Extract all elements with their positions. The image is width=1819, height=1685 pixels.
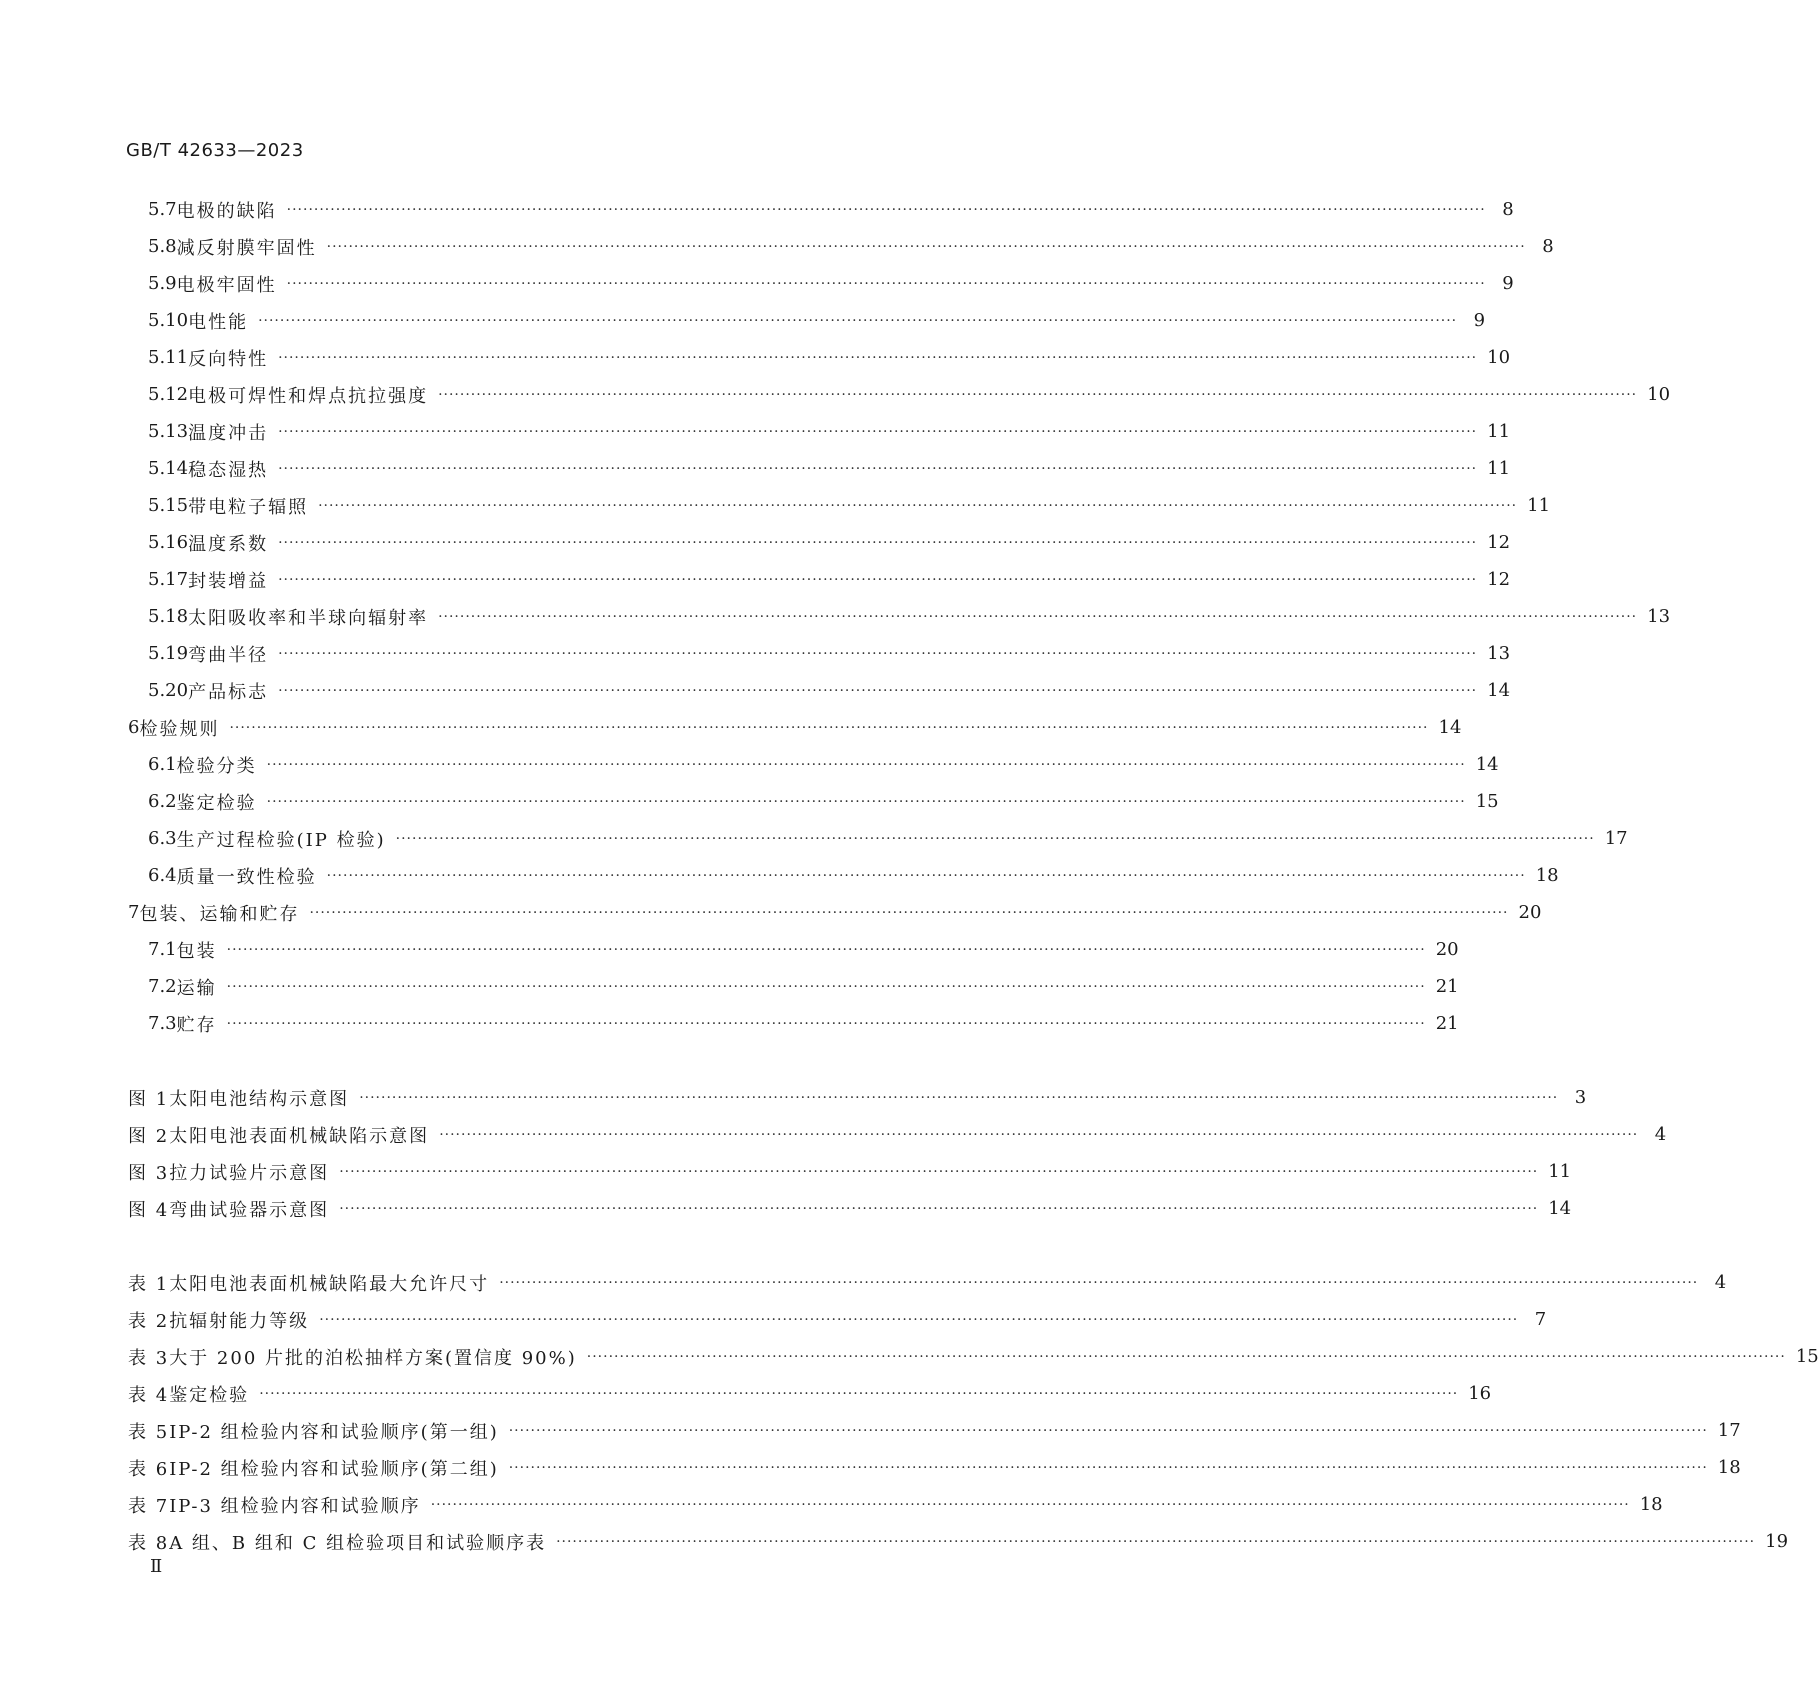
toc-entry-number: 表 5 bbox=[128, 1421, 170, 1443]
toc-entry-title: 质量一致性检验 bbox=[176, 866, 317, 888]
toc-entry[interactable] bbox=[128, 1190, 1572, 1227]
dot-leader: ···························································································································································································································· bbox=[508, 1459, 1708, 1476]
toc-entry-number: 6.3 bbox=[148, 828, 177, 849]
page-number-footer: Ⅱ bbox=[150, 1556, 163, 1577]
toc-entry-page: 14 bbox=[1487, 680, 1511, 701]
toc-entry-number: 5.9 bbox=[148, 273, 177, 294]
toc-entry[interactable] bbox=[128, 1005, 1459, 1042]
dot-leader: ···························································································································································································································· bbox=[286, 201, 1486, 218]
toc-entry-page: 14 bbox=[1438, 717, 1462, 738]
toc-entry[interactable] bbox=[128, 265, 1514, 302]
toc-entry[interactable] bbox=[128, 413, 1511, 450]
toc-entry-page: 17 bbox=[1604, 828, 1628, 849]
toc-entry-page: 7 bbox=[1534, 1309, 1547, 1330]
toc-entry[interactable] bbox=[128, 1079, 1587, 1116]
toc-entry[interactable] bbox=[128, 709, 1462, 746]
toc-entry-number: 表 6 bbox=[128, 1458, 170, 1480]
toc-entry-page: 19 bbox=[1765, 1531, 1789, 1552]
toc-entry-number: 5.12 bbox=[148, 384, 189, 405]
toc-entry-page: 16 bbox=[1468, 1383, 1492, 1404]
toc-entry-title: 运输 bbox=[176, 977, 217, 999]
toc-entry-number: 表 7 bbox=[128, 1495, 170, 1517]
toc-entry-page: 21 bbox=[1435, 1013, 1459, 1034]
toc-entry[interactable] bbox=[128, 191, 1514, 228]
toc-entry-title: 生产过程检验(IP 检验) bbox=[176, 829, 386, 851]
toc-entry[interactable] bbox=[128, 487, 1551, 524]
dot-leader: ···························································································································································································································· bbox=[439, 1126, 1639, 1143]
toc-entry[interactable] bbox=[128, 598, 1671, 635]
dot-leader: ···························································································································································································································· bbox=[278, 460, 1478, 477]
toc-entry-number: 6.4 bbox=[148, 865, 177, 886]
standard-code: GB/T 42633—2023 bbox=[126, 140, 304, 161]
toc-entry[interactable] bbox=[128, 1338, 1819, 1375]
toc-entry[interactable] bbox=[128, 376, 1671, 413]
toc-entry-title: 包装、运输和贮存 bbox=[139, 903, 300, 925]
toc-entry[interactable] bbox=[128, 302, 1486, 339]
toc-entry-number: 5.10 bbox=[148, 310, 189, 331]
dot-leader: ···························································································································································································································· bbox=[326, 238, 1526, 255]
toc-entry[interactable] bbox=[128, 783, 1499, 820]
toc-entry-number: 图 4 bbox=[128, 1199, 170, 1221]
toc-entry-title: 大于 200 片批的泊松抽样方案(置信度 90%) bbox=[169, 1347, 577, 1369]
toc-entry-title: IP-2 组检验内容和试验顺序(第二组) bbox=[169, 1458, 499, 1480]
dot-leader: ···························································································································································································································· bbox=[278, 349, 1478, 366]
toc-entry-page: 20 bbox=[1435, 939, 1459, 960]
toc-entry-number: 7.3 bbox=[148, 1013, 177, 1034]
toc-entry[interactable] bbox=[128, 931, 1459, 968]
dot-leader: ···························································································································································································································· bbox=[586, 1348, 1786, 1365]
toc-entry[interactable] bbox=[128, 857, 1559, 894]
toc-entry-page: 18 bbox=[1639, 1494, 1663, 1515]
toc-entry[interactable] bbox=[128, 1523, 1789, 1560]
toc-entry-page: 12 bbox=[1487, 532, 1511, 553]
toc-entry-title: 太阳电池结构示意图 bbox=[169, 1088, 350, 1110]
dot-leader: ···························································································································································································································· bbox=[229, 719, 1429, 736]
dot-leader: ···························································································································································································································· bbox=[359, 1089, 1559, 1106]
toc-entry-title: 抗辐射能力等级 bbox=[169, 1310, 310, 1332]
toc-entry-title: 电性能 bbox=[188, 311, 249, 333]
toc-entry-number: 图 1 bbox=[128, 1088, 170, 1110]
toc-entry-title: 鉴定检验 bbox=[169, 1384, 250, 1406]
dot-leader: ···························································································································································································································· bbox=[556, 1533, 1756, 1550]
toc-entry[interactable] bbox=[128, 524, 1511, 561]
toc-entry-page: 9 bbox=[1502, 273, 1514, 294]
toc-entry-title: 温度冲击 bbox=[188, 422, 269, 444]
toc-entry-number: 7.2 bbox=[148, 976, 177, 997]
dot-leader: ···························································································································································································································· bbox=[319, 1311, 1519, 1328]
toc-entry-number: 5.18 bbox=[148, 606, 189, 627]
toc-entry-title: 温度系数 bbox=[188, 533, 269, 555]
toc-entry-page: 21 bbox=[1435, 976, 1459, 997]
toc-entry-number: 7.1 bbox=[148, 939, 177, 960]
toc-entry-title: A 组、B 组和 C 组检验项目和试验顺序表 bbox=[169, 1532, 547, 1554]
toc-entry-number: 表 8 bbox=[128, 1532, 170, 1554]
dot-leader: ···························································································································································································································· bbox=[309, 904, 1509, 921]
dot-leader: ···························································································································································································································· bbox=[278, 534, 1478, 551]
dot-leader: ···························································································································································································································· bbox=[226, 941, 1426, 958]
toc-entry-number: 6.1 bbox=[148, 754, 177, 775]
dot-leader: ···························································································································································································································· bbox=[438, 386, 1638, 403]
dot-leader: ···························································································································································································································· bbox=[278, 682, 1478, 699]
toc-entry-number: 表 4 bbox=[128, 1384, 170, 1406]
dot-leader: ···························································································································································································································· bbox=[339, 1163, 1539, 1180]
toc-entry-title: 贮存 bbox=[176, 1014, 217, 1036]
toc-entry-number: 5.11 bbox=[148, 347, 189, 368]
toc-entry-title: 电极牢固性 bbox=[176, 274, 277, 296]
dot-leader: ···························································································································································································································· bbox=[226, 1015, 1426, 1032]
toc-entry[interactable] bbox=[128, 635, 1511, 672]
toc-entry-title: 太阳吸收率和半球向辐射率 bbox=[188, 607, 429, 629]
toc-entry-title: IP-3 组检验内容和试验顺序 bbox=[169, 1495, 421, 1517]
dot-leader: ···························································································································································································································· bbox=[438, 608, 1638, 625]
toc-entry[interactable] bbox=[128, 672, 1511, 709]
toc-entry-page: 11 bbox=[1527, 495, 1551, 516]
toc-entry-number: 图 3 bbox=[128, 1162, 170, 1184]
toc-entry[interactable] bbox=[128, 968, 1459, 1005]
toc-entry-number: 图 2 bbox=[128, 1125, 170, 1147]
toc-entry-title: 弯曲半径 bbox=[188, 644, 269, 666]
dot-leader: ···························································································································································································································· bbox=[278, 645, 1478, 662]
toc-entry-number: 5.20 bbox=[148, 680, 189, 701]
toc-entry-number: 6.2 bbox=[148, 791, 177, 812]
toc-entry-page: 10 bbox=[1487, 347, 1511, 368]
dot-leader: ···························································································································································································································· bbox=[430, 1496, 1630, 1513]
toc-entry-title: 减反射膜牢固性 bbox=[176, 237, 317, 259]
dot-leader: ···························································································································································································································· bbox=[395, 830, 1595, 847]
toc-entry-number: 5.15 bbox=[148, 495, 189, 516]
dot-leader: ···························································································································································································································· bbox=[226, 978, 1426, 995]
toc-entry-number: 5.13 bbox=[148, 421, 189, 442]
toc-entry-title: 稳态湿热 bbox=[188, 459, 269, 481]
toc-entry-page: 11 bbox=[1548, 1161, 1572, 1182]
toc-entry-title: IP-2 组检验内容和试验顺序(第一组) bbox=[169, 1421, 499, 1443]
dot-leader: ···························································································································································································································· bbox=[318, 497, 1518, 514]
toc-entry-title: 封装增益 bbox=[188, 570, 269, 592]
section-gap bbox=[128, 1227, 1055, 1264]
dot-leader: ···························································································································································································································· bbox=[258, 312, 1458, 329]
toc-entry-number: 5.7 bbox=[148, 199, 177, 220]
toc-entry-page: 11 bbox=[1487, 458, 1511, 479]
toc-entry-page: 3 bbox=[1574, 1087, 1587, 1108]
toc-entry-page: 13 bbox=[1647, 606, 1671, 627]
toc-entry-number: 7 bbox=[128, 902, 140, 923]
toc-entry-title: 带电粒子辐照 bbox=[188, 496, 309, 518]
toc-entry-number: 5.8 bbox=[148, 236, 177, 257]
toc-entry[interactable] bbox=[128, 1375, 1492, 1412]
toc-entry-number: 5.19 bbox=[148, 643, 189, 664]
toc-entry-title: 包装 bbox=[176, 940, 217, 962]
toc-entry[interactable] bbox=[128, 1153, 1572, 1190]
toc-entry-number: 表 3 bbox=[128, 1347, 170, 1369]
toc-entry-number: 5.14 bbox=[148, 458, 189, 479]
toc-entry-page: 11 bbox=[1487, 421, 1511, 442]
toc-entry[interactable] bbox=[128, 1301, 1547, 1338]
toc-entry-page: 9 bbox=[1473, 310, 1486, 331]
toc-entry-page: 15 bbox=[1475, 791, 1499, 812]
toc-entry-title: 电极可焊性和焊点抗拉强度 bbox=[188, 385, 429, 407]
toc-entry[interactable] bbox=[128, 1486, 1663, 1523]
toc-entry-page: 14 bbox=[1548, 1198, 1572, 1219]
toc-entry-title: 弯曲试验器示意图 bbox=[169, 1199, 330, 1221]
toc-entry-title: 电极的缺陷 bbox=[176, 200, 277, 222]
dot-leader: ···························································································································································································································· bbox=[339, 1200, 1539, 1217]
toc-entry-page: 15 bbox=[1795, 1346, 1819, 1367]
toc-entry[interactable] bbox=[128, 1449, 1741, 1486]
section-gap bbox=[128, 1042, 1055, 1079]
toc-entry-page: 13 bbox=[1487, 643, 1511, 664]
dot-leader: ···························································································································································································································· bbox=[286, 275, 1486, 292]
toc-entry[interactable] bbox=[128, 894, 1542, 931]
toc-entry-page: 4 bbox=[1654, 1124, 1667, 1145]
toc-entry[interactable] bbox=[128, 450, 1511, 487]
toc-entry[interactable] bbox=[128, 561, 1511, 598]
toc-entry-title: 检验规则 bbox=[139, 718, 220, 740]
toc-entry-title: 鉴定检验 bbox=[176, 792, 257, 814]
dot-leader: ···························································································································································································································· bbox=[266, 756, 1466, 773]
dot-leader: ···························································································································································································································· bbox=[266, 793, 1466, 810]
dot-leader: ···························································································································································································································· bbox=[508, 1422, 1708, 1439]
toc-entry-title: 反向特性 bbox=[188, 348, 269, 370]
toc-entry-page: 18 bbox=[1717, 1457, 1741, 1478]
dot-leader: ···························································································································································································································· bbox=[259, 1385, 1459, 1402]
dot-leader: ···························································································································································································································· bbox=[326, 867, 1526, 884]
dot-leader: ···························································································································································································································· bbox=[278, 423, 1478, 440]
toc-entry[interactable] bbox=[128, 1412, 1741, 1449]
toc-entry-number: 表 2 bbox=[128, 1310, 170, 1332]
toc-entry-page: 14 bbox=[1475, 754, 1499, 775]
toc-entry-title: 拉力试验片示意图 bbox=[169, 1162, 330, 1184]
toc-entry-title: 检验分类 bbox=[176, 755, 257, 777]
dot-leader: ···························································································································································································································· bbox=[499, 1274, 1699, 1291]
toc-entry[interactable] bbox=[128, 1264, 1727, 1301]
toc-entry-page: 12 bbox=[1487, 569, 1511, 590]
toc-entry[interactable] bbox=[128, 820, 1628, 857]
table-of-contents bbox=[128, 191, 1819, 1560]
toc-entry-number: 5.17 bbox=[148, 569, 189, 590]
toc-entry[interactable] bbox=[128, 746, 1499, 783]
toc-entry-page: 18 bbox=[1535, 865, 1559, 886]
toc-entry-page: 8 bbox=[1502, 199, 1514, 220]
toc-entry-page: 20 bbox=[1518, 902, 1542, 923]
dot-leader: ···························································································································································································································· bbox=[278, 571, 1478, 588]
toc-entry-title: 太阳电池表面机械缺陷示意图 bbox=[169, 1125, 430, 1147]
toc-entry-page: 10 bbox=[1647, 384, 1671, 405]
toc-entry-title: 太阳电池表面机械缺陷最大允许尺寸 bbox=[169, 1273, 490, 1295]
toc-entry[interactable] bbox=[128, 339, 1511, 376]
toc-entry-title: 产品标志 bbox=[188, 681, 269, 703]
toc-entry-page: 4 bbox=[1714, 1272, 1727, 1293]
toc-entry-number: 表 1 bbox=[128, 1273, 170, 1295]
toc-entry[interactable] bbox=[128, 1116, 1667, 1153]
toc-entry[interactable] bbox=[128, 228, 1554, 265]
toc-entry-number: 6 bbox=[128, 717, 140, 738]
toc-entry-number: 5.16 bbox=[148, 532, 189, 553]
toc-entry-page: 8 bbox=[1542, 236, 1554, 257]
toc-entry-page: 17 bbox=[1717, 1420, 1741, 1441]
